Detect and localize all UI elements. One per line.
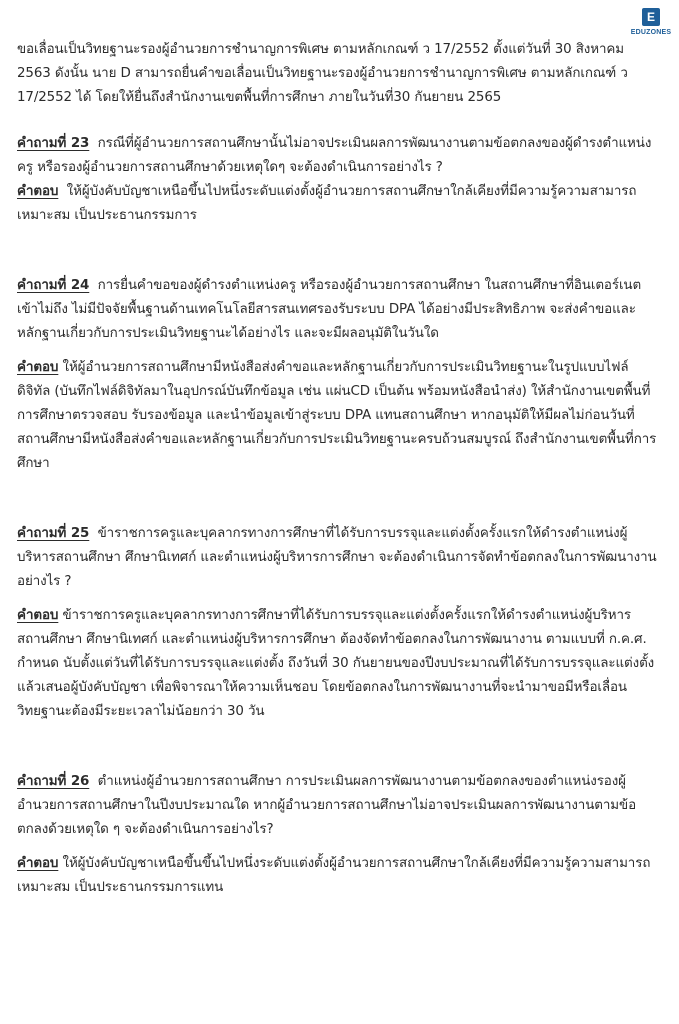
logo-mark: E (642, 8, 660, 26)
question-23 (17, 132, 657, 180)
qa-item-24 (17, 274, 657, 476)
answer-25 (17, 604, 657, 724)
answer-label: คำตอบ (17, 360, 59, 375)
answer-23 (17, 180, 657, 228)
question-label: คำถามที่ 23 (17, 136, 90, 151)
question-label: คำถามที่ 24 (17, 278, 90, 293)
answer-26 (17, 852, 657, 900)
answer-label: คำตอบ (17, 608, 59, 623)
answer-text: ให้ผู้อำนวยการสถานศึกษามีหนังสือส่งคำขอและหลักฐานเกี่ยวกับการประเมินวิทยฐานะในรูปแบบไฟล์ดิจิทัล (บันทึกไฟล์ดิจิทัลมาในอุปกรณ์บันทึกข้อมูล เช่น แผ่นCD เป็นต้น พร้อมหนังสือนำส่ง) ให้สำนักงานเขตพื้นที่การศึกษาตรวจสอบ รับรองข้อมูล และนำข้อมูลเข้าสู่ระบบ DPA แทนสถานศึกษา หากอนุมัติให้มีผลไม่ก่อนวันที่สถานศึกษามีหนังสือส่งคำขอและหลักฐานเกี่ยวกับการประเมินวิทยฐานะครบถ้วนสมบูรณ์ ถึงสำนักงานเขตพื้นที่การศึกษา (17, 360, 657, 471)
logo-text: EDUZONES (630, 29, 672, 36)
intro-paragraph: ขอเลื่อนเป็นวิทยฐานะรองผู้อำนวยการชำนาญการพิเศษ ตามหลักเกณฑ์ ว 17/2552 ตั้งแต่วันที่ 30 สิงหาคม 2563 ดังนั้น นาย D สามารถยื่นคำขอเลื่อนเป็นวิทยฐานะรองผู้อำนวยการชำนาญการพิเศษ ตามหลักเกณฑ์ ว 17/2552 ได้ โดยให้ยื่นถึงสำนักงานเขตพื้นที่การศึกษา ภายในวันที่30 กันยายน 2565 (17, 42, 628, 105)
question-label: คำถามที่ 26 (17, 774, 90, 789)
question-text: ข้าราชการครูและบุคลากรทางการศึกษาที่ได้รับการบรรจุและแต่งตั้งครั้งแรกให้ดำรงตำแหน่งผู้บริหารสถานศึกษา ศึกษานิเทศก์ และตำแหน่งผู้บริหารการศึกษา จะต้องดำเนินการจัดทำข้อตกลงในการพัฒนางานอย่างไร ? (17, 526, 657, 589)
question-text: การยื่นคำขอของผู้ดำรงตำแหน่งครู หรือรองผู้อำนวยการสถานศึกษา ในสถานศึกษาที่อินเตอร์เนตเข้าไม่ถึง ไม่มีปัจจัยพื้นฐานด้านเทคโนโลยีสารสนเทศรองรับระบบ DPA ได้อย่างมีประสิทธิภาพ จะส่งคำขอและหลักฐานเกี่ยวกับการประเมินวิทยฐานะได้อย่างไร และจะมีผลอนุมัติในวันใด (17, 278, 642, 341)
answer-text: ให้ผู้บังคับบัญชาเหนือขึ้นขึ้นไปหนึ่งระดับแต่งตั้งผู้อำนวยการสถานศึกษาใกล้เคียงที่มีความรู้ความสามารถเหมาะสม เป็นประธานกรรมการแทน (17, 856, 651, 895)
qa-item-26 (17, 770, 657, 900)
qa-item-23 (17, 132, 657, 228)
answer-text: ให้ผู้บังคับบัญชาเหนือขึ้นไปหนึ่งระดับแต่งตั้งผู้อำนวยการสถานศึกษาใกล้เคียงที่มีความรู้ความสามารถเหมาะสม เป็นประธานกรรมการ (17, 184, 637, 223)
question-text: กรณีที่ผู้อำนวยการสถานศึกษานั้นไม่อาจประเมินผลการพัฒนางานตามข้อตกลงของผู้ดำรงตำแหน่งครู หรือรองผู้อำนวยการสถานศึกษาด้วยเหตุใดๆ จะต้องดำเนินการอย่างไร ? (17, 136, 652, 175)
answer-24 (17, 356, 657, 476)
answer-label: คำตอบ (17, 856, 59, 871)
question-26 (17, 770, 657, 842)
question-25 (17, 522, 657, 594)
question-label: คำถามที่ 25 (17, 526, 90, 541)
document-body (17, 38, 657, 900)
question-24 (17, 274, 657, 346)
answer-label: คำตอบ (17, 184, 59, 199)
qa-item-25 (17, 522, 657, 724)
question-text: ตำแหน่งผู้อำนวยการสถานศึกษา การประเมินผลการพัฒนางานตามข้อตกลงของตำแหน่งรองผู้อำนวยการสถานศึกษาในปีงบประมาณใด หากผู้อำนวยการสถานศึกษาไม่อาจประเมินผลการพัฒนางานตามข้อตกลงด้วยเหตุใด ๆ จะต้องดำเนินการอย่างไร? (17, 774, 637, 837)
answer-text: ข้าราชการครูและบุคลากรทางการศึกษาที่ได้รับการบรรจุและแต่งตั้งครั้งแรกให้ดำรงตำแหน่งผู้บริหารสถานศึกษา ศึกษานิเทศก์ และตำแหน่งผู้บริหารการศึกษา ต้องจัดทำข้อตกลงในการพัฒนางาน ตามแบบที่ ก.ค.ศ. กำหนด นับตั้งแต่วันที่ได้รับการบรรจุและแต่งตั้ง ถึงวันที่ 30 กันยายนของปีงบประมาณที่ได้รับการบรรจุและแต่งตั้งแล้วเสนอผู้บังคับบัญชา เพื่อพิจารณาให้ความเห็นชอบ โดยข้อตกลงในการพัฒนางานที่จะนำมาขอมีหรือเลื่อนวิทยฐานะต้องมีระยะเวลาไม่น้อยกว่า 30 วัน (17, 608, 655, 719)
